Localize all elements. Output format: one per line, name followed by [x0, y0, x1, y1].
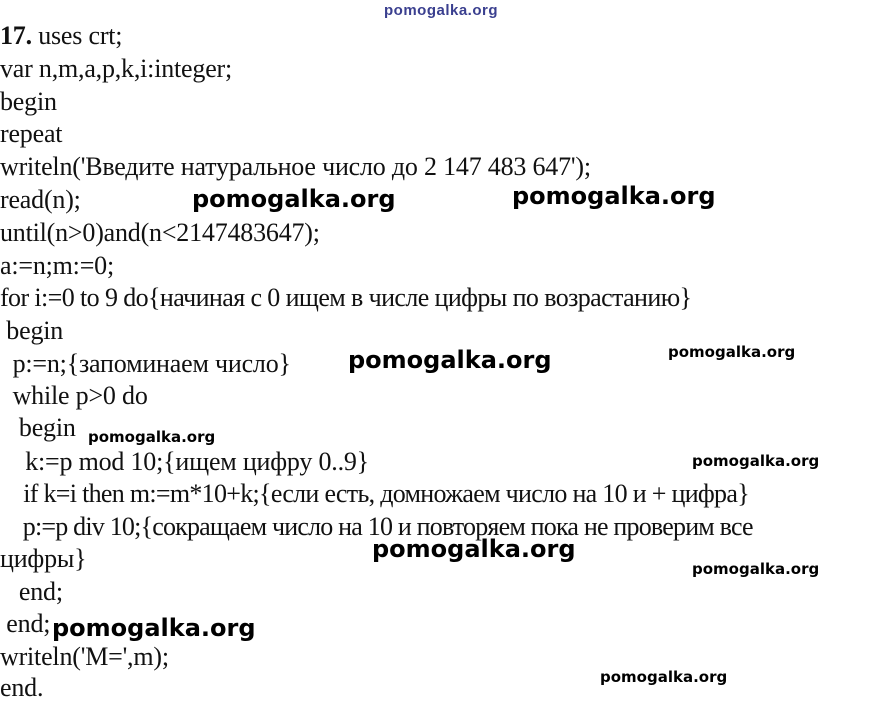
code-line-3: begin: [0, 87, 57, 116]
code-line-1: [0, 20, 122, 52]
code-line-13: begin: [0, 413, 76, 442]
watermark: pomogalka.org: [512, 182, 716, 210]
code-line-16: p:=p div 10;{сокращаем число на 10 и повторяем пока не проверим все: [0, 512, 753, 541]
watermark: pomogalka.org: [192, 185, 396, 213]
code-line-18: end;: [0, 577, 63, 606]
code-line-2: var n,m,a,p,k,i:integer;: [0, 54, 233, 83]
watermark: pomogalka.org: [692, 560, 820, 578]
code-line-7: until(n>0)and(n<2147483647);: [0, 218, 320, 247]
code-line-6: read(n);: [0, 185, 81, 214]
code-line-4: repeat: [0, 119, 63, 148]
code-line-19: end;: [0, 609, 51, 638]
code-line-20: writeln('M=',m);: [0, 642, 169, 671]
code-line-15: if k=i then m:=m*10+k;{если есть, домножаем число на 10 и + цифра}: [0, 479, 749, 508]
watermark: pomogalka.org: [692, 452, 820, 470]
code-line-9: for i:=0 to 9 do{начиная с 0 ищем в числе цифры по возрастанию}: [0, 283, 692, 312]
code-text: uses crt;: [31, 21, 123, 50]
code-line-5: writeln('Введите натуральное число до 2 147 483 647');: [0, 152, 591, 181]
code-line-8: a:=n;m:=0;: [0, 251, 114, 280]
code-line-11: p:=n;{запоминаем число}: [0, 349, 291, 378]
watermark: pomogalka.org: [600, 668, 728, 686]
code-line-12: while p>0 do: [0, 381, 148, 410]
code-line-10: begin: [0, 316, 64, 345]
code-line-17: цифры}: [0, 544, 87, 573]
problem-number: 17.: [0, 21, 32, 50]
watermark: pomogalka.org: [668, 343, 796, 361]
watermark: pomogalka.org: [52, 614, 256, 642]
watermark: pomogalka.org: [348, 346, 552, 374]
top-watermark: pomogalka.org: [384, 2, 499, 19]
watermark: pomogalka.org: [88, 428, 216, 446]
code-line-21: end.: [0, 673, 44, 702]
watermark: pomogalka.org: [372, 535, 576, 563]
code-line-14: k:=p mod 10;{ищем цифру 0..9}: [0, 447, 369, 476]
